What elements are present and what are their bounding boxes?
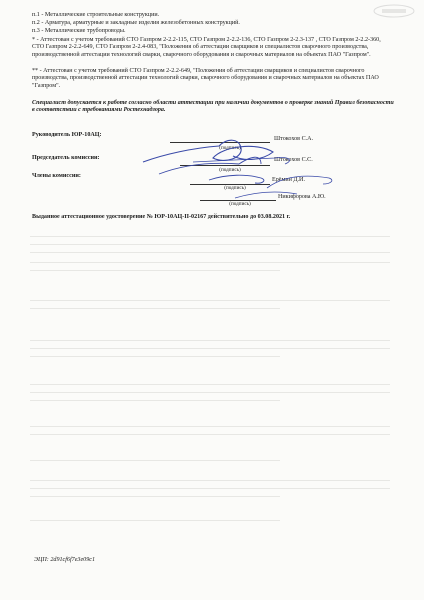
bleed-through-line <box>30 270 280 271</box>
bleed-through-line <box>30 262 390 263</box>
note-gazprom-1: * - Аттестован с учетом требований СТО Газпром 2-2.2-115, СТО Газпром 2-2.2-136, СТО Газпром 2-2.3-137 , СТО Газпром 2-2.2-360, СТО Газпром 2-2.2-649, СТО Газпром 2-2.4-083, "Положения об аттестации сварщиков и специалистов сварочного производства, производственной аттестации технологий сварки, сварочного оборудования и сварочных материалов на объектах ПАО "Газпром". <box>32 37 381 58</box>
item-2: п.2 - Арматура, арматурные и закладные изделия железобетонных конструкций. <box>32 20 240 26</box>
head-name: Штокохов С.А. <box>274 136 314 142</box>
footer-signature-code: ЭЦП: 2d91cf6f7e3e09c1 <box>34 557 96 563</box>
bleed-through-line <box>30 340 390 341</box>
bleed-through-line <box>30 520 280 521</box>
member2-name: Никифорова А.Ю. <box>278 194 326 200</box>
chair-name: Штокохов С.С. <box>274 157 313 163</box>
head-label: Руководитель ЮР-10АЦ: <box>32 132 102 138</box>
bleed-through-line <box>30 426 390 427</box>
chair-label: Председатель комиссии: <box>32 155 100 161</box>
member1-name: Ерёмин Д.И. <box>272 177 305 183</box>
note-gazprom-2: ** - Аттестован с учетом требований СТО Газпром 2-2.2-649, "Положения об аттестации сварщиков и специалистов сварочного производства, производственной аттестации технологий сварки, сварочного оборудования и сварочных материалов на объектах ПАО "Газпром". <box>32 68 379 89</box>
bleed-through-line <box>30 308 280 309</box>
bleed-through-line <box>30 480 390 481</box>
bleed-through-line <box>30 392 390 393</box>
bleed-through-line <box>30 384 390 385</box>
bleed-through-line <box>30 434 390 435</box>
admission-statement: Специалист допускается к работе согласно области аттестации при наличии документов о проверке знаний Правил безопасности в соответствии с требованиями Ростехнадзора. <box>32 100 394 114</box>
bleed-through-line <box>30 460 280 461</box>
bleed-through-line <box>30 400 280 401</box>
bleed-through-line <box>30 300 390 301</box>
item-1: п.1 - Металлические строительные конструкции. <box>32 12 160 18</box>
chair-signature-caption: (подпись) <box>219 167 241 173</box>
bleed-through-line <box>30 252 390 253</box>
members-label: Члены комиссии: <box>32 173 81 179</box>
validity-statement: Выданное аттестационное удостоверение № ЮР-10АЦ-II-02167 действительно до 03.08.2021 г. <box>32 214 291 220</box>
bleed-through-line <box>30 488 390 489</box>
handwritten-signatures <box>135 118 385 218</box>
member2-signature-caption: (подпись) <box>229 201 251 207</box>
bleed-through-line <box>30 356 280 357</box>
head-signature-caption: (подпись) <box>219 145 241 151</box>
watermark-logo <box>372 4 416 18</box>
bleed-through-line <box>30 236 390 237</box>
bleed-through-line <box>30 496 280 497</box>
member1-signature-caption: (подпись) <box>224 185 246 191</box>
item-3: п.3 - Металлические трубопроводы. <box>32 28 126 34</box>
bleed-through-line <box>30 244 280 245</box>
bleed-through-line <box>30 348 390 349</box>
